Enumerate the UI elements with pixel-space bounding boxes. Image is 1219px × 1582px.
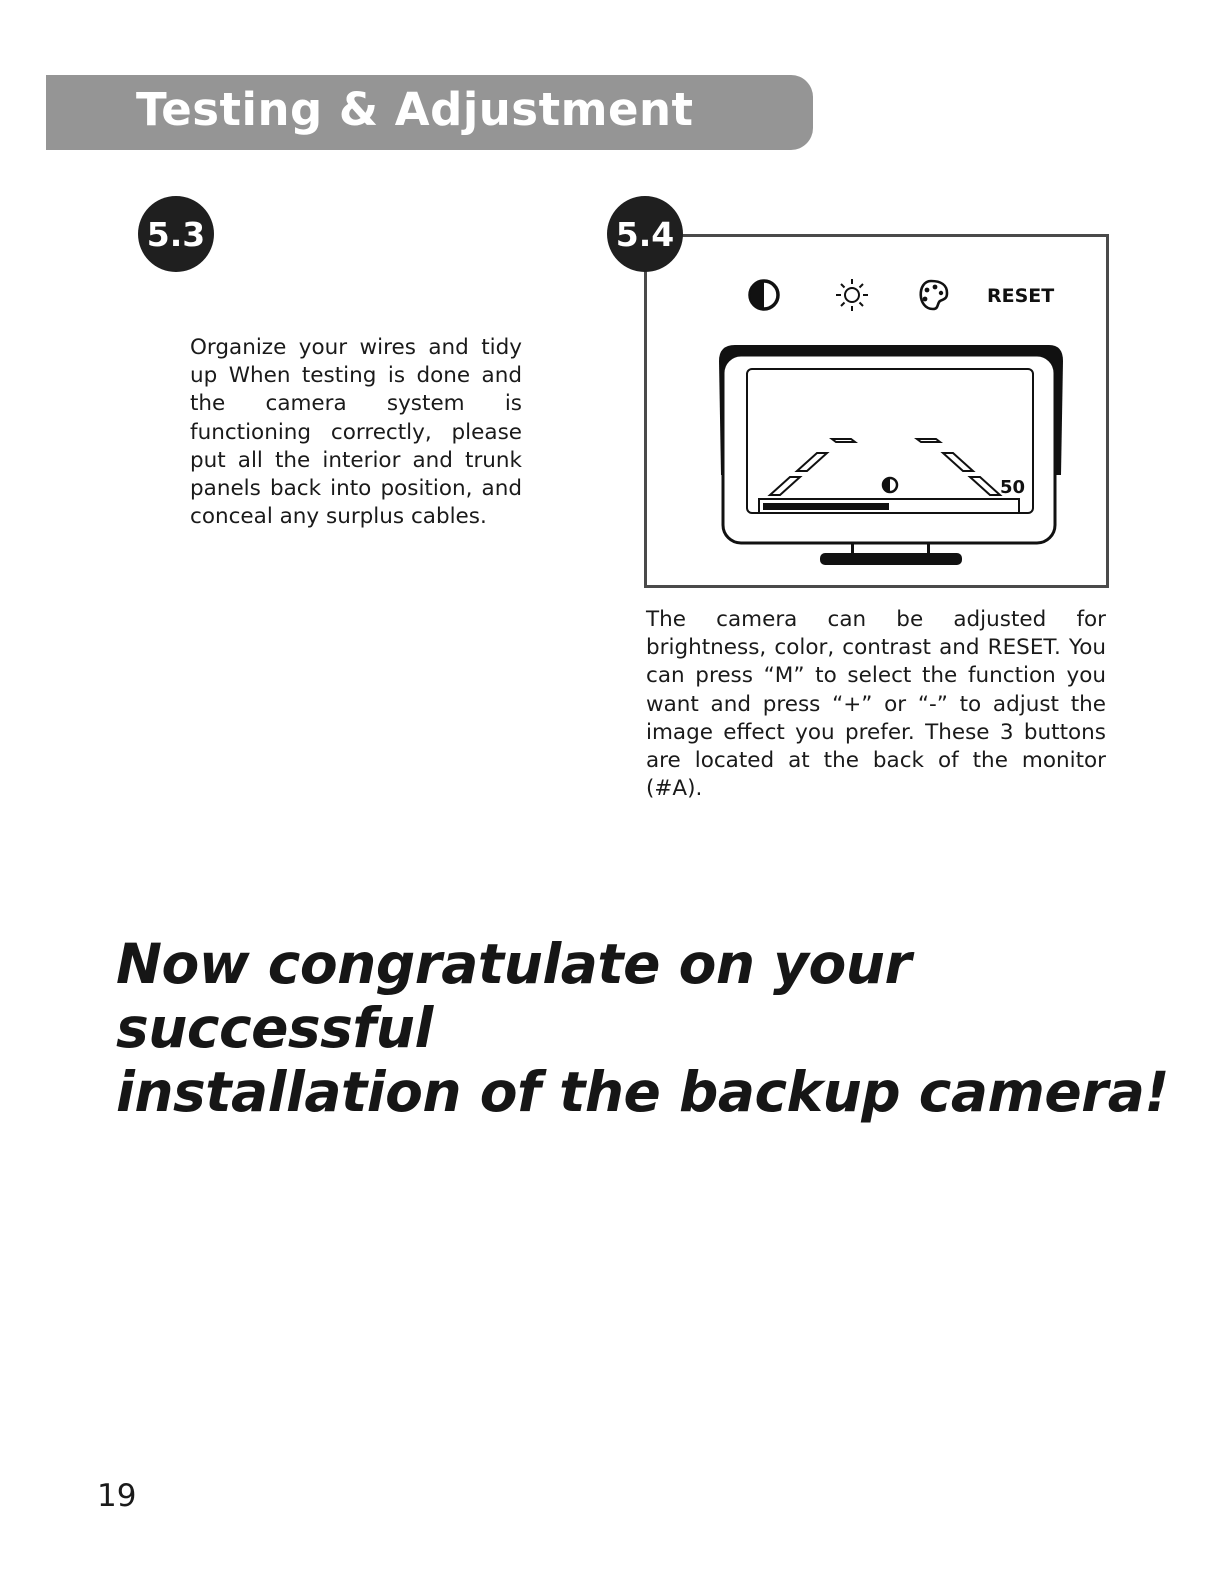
monitor-illustration [647, 237, 1106, 585]
step-badge-5-3: 5.3 [138, 196, 214, 272]
step-5-4-text: The camera can be adjusted for brightness, color, contrast and RESET. You can press “M” to select the function you want and press “+” or “-” to adjust the image effect you prefer. These 3 buttons are located at the back of the monitor (#A). [646, 607, 1106, 802]
color-palette-icon [921, 281, 947, 309]
brightness-icon [836, 279, 868, 311]
reset-label: RESET [987, 285, 1055, 307]
level-bar-fill [763, 503, 889, 510]
level-value: 50 [1000, 477, 1026, 498]
congratulation-message [116, 932, 1176, 1124]
congratulation-line-2: installation of the backup camera! [116, 1060, 1169, 1124]
congratulation-line-1: Now congratulate on your successful [116, 932, 912, 1060]
monitor-adjustment-figure [644, 234, 1109, 588]
step-5-3-text: Organize your wires and tidy up When testing is done and the camera system is functioning correctly, please put all the interior and trunk panels back into position, and conceal any surplus cables. [190, 335, 522, 530]
page-number: 19 [97, 1478, 137, 1514]
section-title: Testing & Adjustment [136, 83, 694, 136]
screen-contrast-icon [883, 478, 897, 492]
step-badge-5-4: 5.4 [607, 196, 683, 272]
contrast-icon [750, 281, 778, 309]
section-header-bar [46, 75, 813, 150]
